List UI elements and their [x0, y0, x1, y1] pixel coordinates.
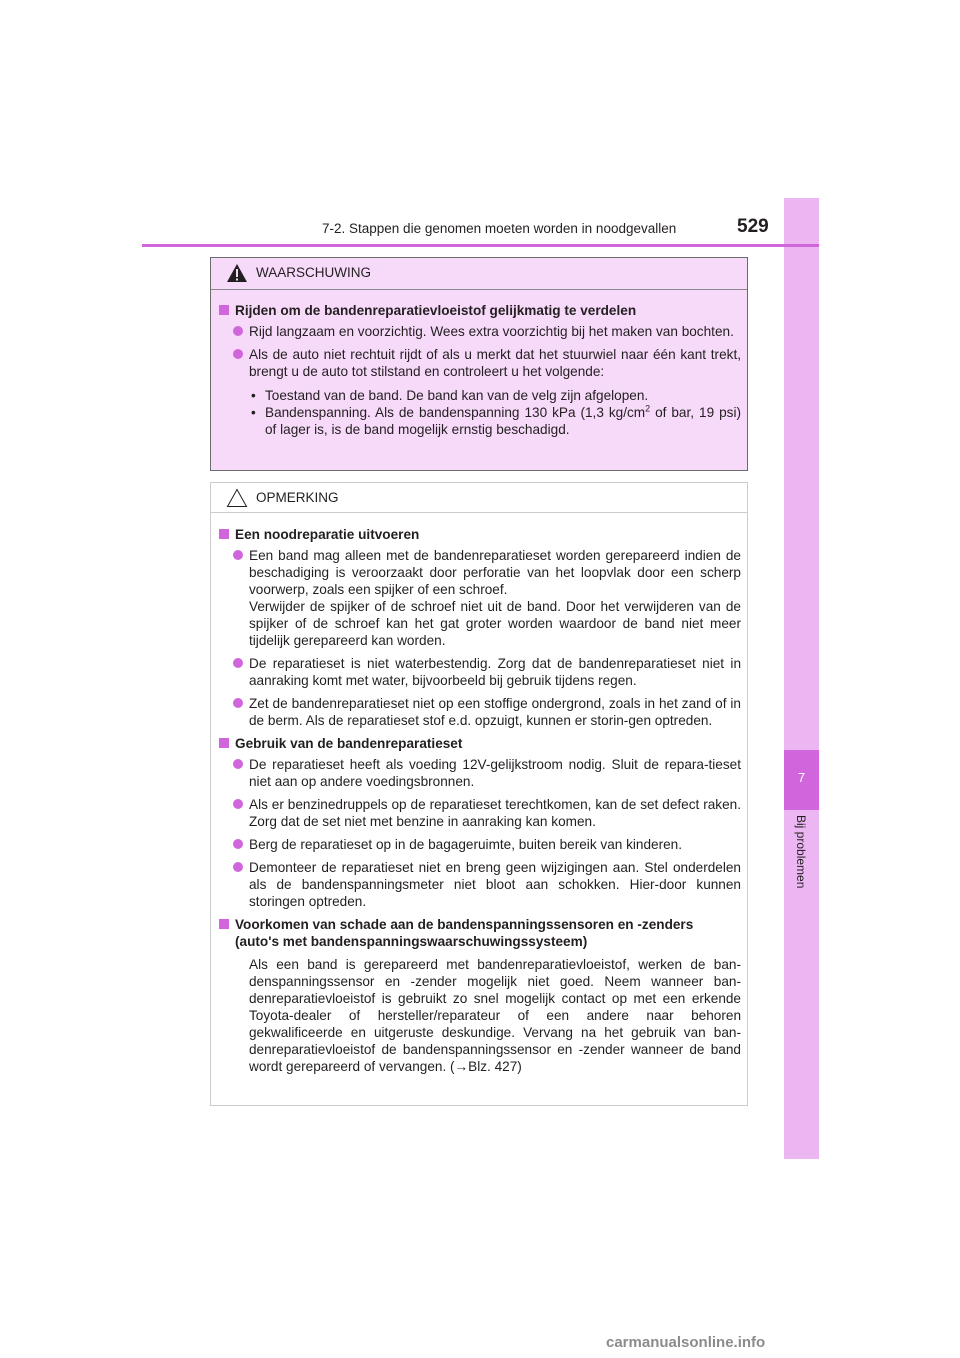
section-square-icon [219, 529, 229, 539]
list-item: De reparatieset heeft als voeding 12V-gelijkstroom nodig. Sluit de repara-tieset niet aan op andere voedingsbronnen. [219, 756, 741, 790]
chapter-tab[interactable] [784, 750, 819, 810]
list-item-continuation: Verwijder de spijker of de schroef niet uit de band. Door het verwijderen van de spijker of de schroef kan het gat groter worden waardoor de band niet meer tijdelijk gerepareerd kan worden. [249, 599, 741, 648]
arrow-icon: → [454, 1059, 469, 1074]
header-rule [142, 244, 819, 247]
watermark: carmanualsonline.info [606, 1334, 766, 1351]
bullet-dot-icon [233, 799, 243, 809]
side-tab-strip [784, 198, 819, 1159]
bullet-dot-icon [233, 349, 243, 359]
note-section-title: Voorkomen van schade aan de bandenspanningssensoren en -zenders (auto's met bandenspanningswaarschuwingssysteem) [219, 916, 741, 950]
list-item: Demonteer de reparatieset niet en breng geen wijzigingen aan. Stel onderdelen als de bandenspanningsmeter niet bloot aan schokken. Hier-door kunnen storingen optreden. [219, 859, 741, 910]
list-item: Zet de bandenreparatieset niet op een stoffige ondergrond, zoals in het zand of in de berm. Als de reparatieset stof e.d. opzuigt, kunnen er storin-gen optreden. [219, 695, 741, 729]
sub-item: • Toestand van de band. De band kan van de velg zijn afgelopen. [251, 388, 649, 403]
chapter-number: 7 [797, 770, 806, 785]
section-square-icon [219, 738, 229, 748]
bullet-dot-icon [233, 839, 243, 849]
page-number: 529 [737, 216, 769, 237]
page-reference-link[interactable]: Blz. 427) [468, 1059, 522, 1074]
bullet-dot-icon [233, 862, 243, 872]
warning-header [211, 258, 747, 290]
sub-item: • Bandenspanning. Als de bandenspanning 130 kPa (1,3 $kg/cm^2$ of bar, 19 psi) of lager is, is de band mogelijk ernstig beschadigd. [251, 403, 741, 437]
warning-box [210, 257, 748, 471]
note-section-title: Een noodreparatie uitvoeren [219, 526, 741, 543]
bullet-dot-icon [233, 326, 243, 336]
list-item: Als er benzinedruppels op de reparatieset terechtkomen, kan de set defect raken. Zorg dat de set niet met benzine in aanraking kan komen. [219, 796, 741, 830]
bullet-dot-icon [233, 698, 243, 708]
list-item: Berg de reparatieset op in de bagageruimte, buiten bereik van kinderen. [219, 836, 741, 853]
note-section-title: Gebruik van de bandenreparatieset [219, 735, 741, 752]
list-item: De reparatieset is niet waterbestendig. Zorg dat de bandenreparatieset niet in aanraking komt met water, bijvoorbeeld bij gebruik tijdens regen. [219, 655, 741, 689]
warning-label: WAARSCHUWING [256, 265, 371, 280]
list-item: Als de auto niet rechtuit rijdt of als u merkt dat het stuurwiel naar één kant trekt, brengt u de auto tot stilstand en controleert u het volgende: [219, 346, 741, 380]
section-square-icon [219, 305, 229, 315]
section-title: 7-2. Stappen die genomen moeten worden in noodgevallen [322, 221, 677, 236]
chapter-label: Bij problemen [794, 815, 808, 889]
note-label: OPMERKING [256, 490, 339, 505]
warning-section-title: Rijden om de bandenreparatievloeistof gelijkmatig te verdelen [219, 302, 741, 319]
bullet-dot-icon [233, 550, 243, 560]
note-box [210, 482, 748, 1106]
section-square-icon [219, 919, 229, 929]
list-item: Rijd langzaam en voorzichtig. Wees extra voorzichtig bij het maken van bochten. [219, 323, 741, 340]
note-header [211, 483, 747, 513]
warning-triangle-icon [226, 263, 248, 283]
list-item: Een band mag alleen met de bandenreparatieset worden gerepareerd indien de beschadiging is veroorzaakt door perforatie van het loopvlak door een scherp voorwerp, zoals een spijker of een schroef. [219, 547, 741, 598]
bullet-dot-icon [233, 658, 243, 668]
caution-outline-triangle-icon [226, 488, 248, 508]
note-paragraph: Als een band is gerepareerd met bandenreparatievloeistof, werken de ban-denspanningssensor en -zender mogelijk niet goed. Neem wanneer ban-denreparatievloeistof is gebruikt zo snel mogelijk contact op met een erkende Toyota-dealer of hersteller/reparateur of een andere naar behoren gekwalificeerde en uitgeruste deskundige. Vervang na het gebruik van ban-denreparatievloeistof de bandenspanningssensor en -zender wanneer de band wordt gerepareerd of vervangen. (→Blz. 427) [249, 957, 741, 1074]
bullet-dot-icon [233, 759, 243, 769]
